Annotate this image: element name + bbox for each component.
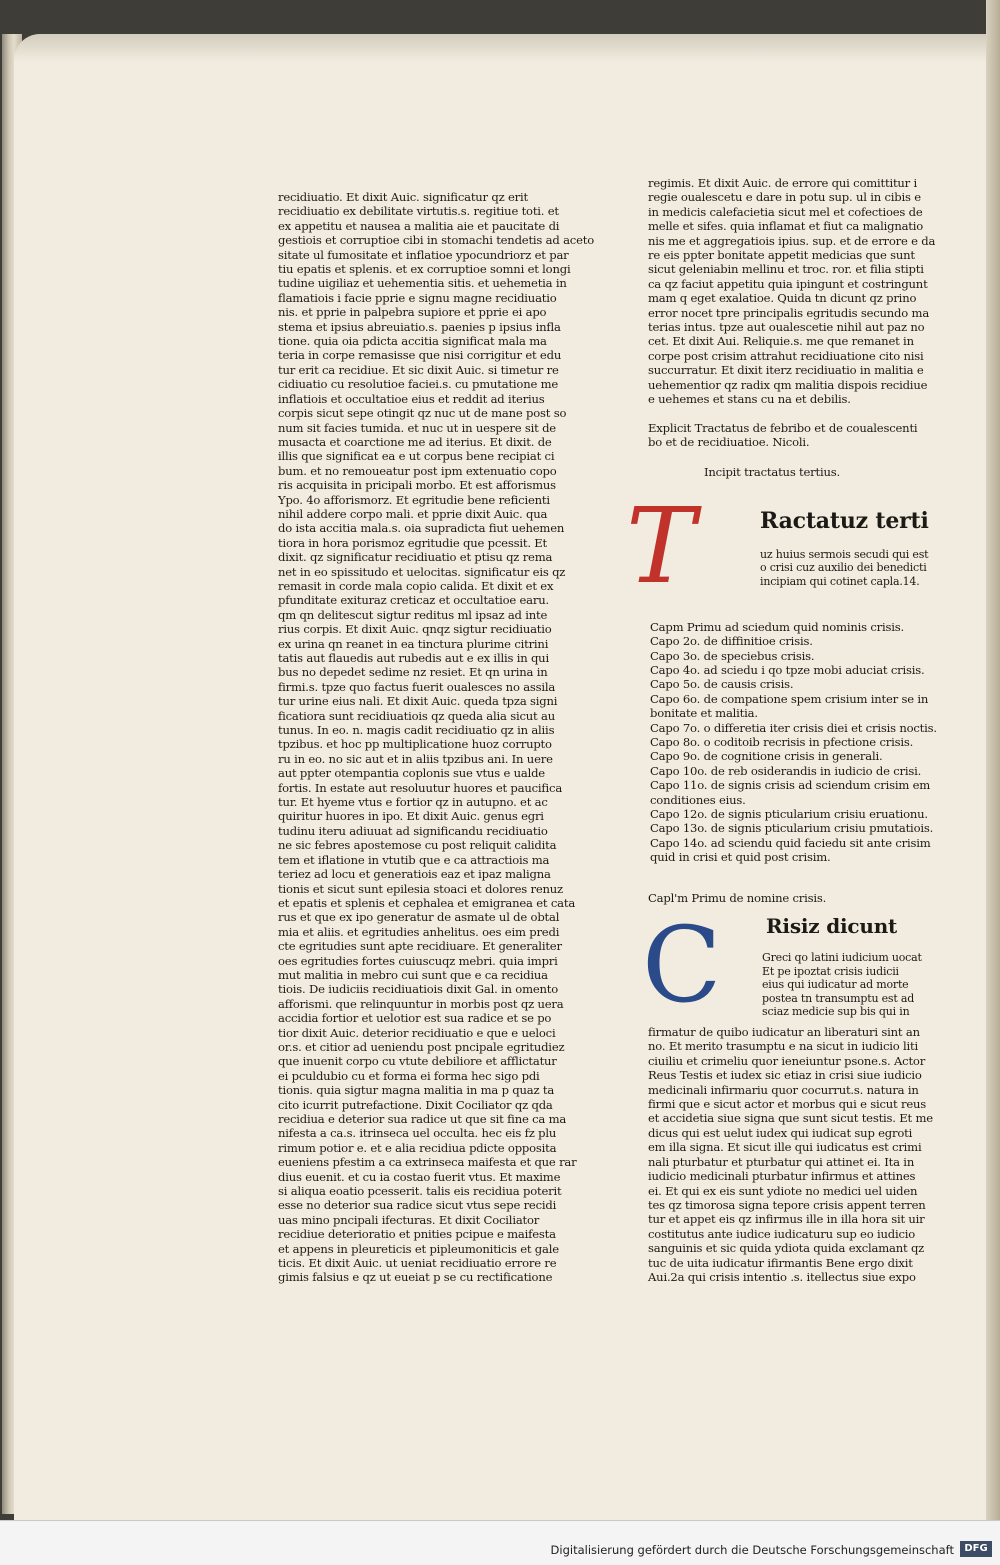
- right-column-body: [648, 176, 936, 407]
- text-line: remasit in corde mala copio calida. Et dixit et ex: [278, 578, 554, 593]
- text-line: tuc de uita iudicatur ifirmantis Bene ergo dixit: [648, 1255, 913, 1270]
- text-line: tiu epatis et splenis. et ex corruptioe somni et longi: [278, 262, 571, 277]
- dfg-logo: DFG: [960, 1541, 992, 1557]
- text-line: firmi que e sicut actor et morbus qui e sicut reus: [648, 1097, 926, 1112]
- text-line: musacta et coarctione me ad iterius. Et dixit. de: [278, 434, 552, 449]
- text-line: et epatis et splenis et cephalea et emigranea et cata: [278, 895, 576, 910]
- text-line: medicinali infirmariu quor cocurrut.s. natura in: [648, 1082, 919, 1097]
- text-line: sanguinis et sic quida ydiota quida exclamant qz: [648, 1241, 925, 1256]
- text-line: ris acquisita in pricipali morbo. Et est afforismus: [278, 478, 556, 493]
- text-line: tione. quia oia pdicta accitia significat mala ma: [278, 334, 547, 349]
- section-body: [648, 1025, 933, 1284]
- text-line: recidiua e deterior sua radice ut que sit fine ca ma: [278, 1112, 567, 1126]
- text-line: uas mino pncipali ifecturas. Et dixit Cociliator: [278, 1212, 540, 1227]
- text-line: ticis. Et dixit Auic. ut ueniat recidiuatio errore re: [278, 1256, 557, 1271]
- text-line: ne sic febres apostemose cu post reliquit calidita: [278, 838, 557, 853]
- section-title: Risiz dicunt: [766, 914, 898, 939]
- text-line: ei. Et qui ex eis sunt ydiote no medici uel uiden: [648, 1183, 918, 1198]
- text-line: teria in corpe remasisse que nisi corrigitur et edu: [278, 348, 562, 363]
- text-line: flamatiois i facie pprie e signu magne recidiuatio: [278, 290, 557, 305]
- text-line: eueniens pfestim a ca extrinseca maifesta et que rar: [278, 1155, 577, 1170]
- text-line: succurratur. Et dixit iterz recidiuatio in malitia e: [648, 363, 924, 378]
- text-line: tunus. In eo. n. magis cadit recidiuatio qz in aliis: [278, 723, 555, 738]
- text-line: tur. Et hyeme vtus e fortior qz in autupno. et ac: [278, 795, 548, 810]
- text-line: em illa signa. Et sicut ille qui iudicatus est crimi: [648, 1140, 922, 1155]
- text-line: tiois. De iudiciis recidiuatiois dixit Gal. in omento: [278, 982, 559, 997]
- toc-entry: Capo 10o. de reb osiderandis in iudicio de crisi.: [650, 763, 922, 778]
- intro-line: Et pe ipoztat crisis iudicii: [762, 964, 899, 978]
- text-line: tur erit ca recidiue. Et sic dixit Auic. si timetur re: [278, 362, 559, 377]
- text-line: tpzibus. et hoc pp multiplicatione huoz corrupto: [278, 737, 552, 752]
- text-line: ex appetitu et nausea a malitia aie et paucitate di: [278, 218, 560, 233]
- text-line: tem et iflatione in vtutib que e ca attractiois ma: [278, 852, 550, 867]
- toc-entry: Capo 6o. de compatione spem crisium inter se in: [650, 691, 929, 706]
- text-line: si aliqua eoatio pcesserit. talis eis recidiua poterit: [278, 1184, 562, 1199]
- text-line: et accidetia siue signa que sunt sicut testis. Et me: [648, 1111, 933, 1126]
- text-line: re eis ppter bonitate appetit medicias que sunt: [648, 248, 915, 263]
- text-line: teriez ad locu et generatiois eaz et ipaz maligna: [278, 867, 551, 882]
- text-line: error nocet tpre principalis egritudis secundo ma: [648, 305, 930, 320]
- text-line: ex urina qn reanet in ea tinctura plurime citrini: [278, 636, 549, 651]
- text-line: cet. Et dixit Aui. Reliquie.s. me que remanet in: [648, 334, 914, 349]
- text-line: cte egritudies sunt apte recidiuare. Et generaliter: [278, 939, 562, 954]
- toc-entry: bonitate et malitia.: [650, 706, 758, 721]
- toc-entry: Capo 12o. de signis pticularium crisiu eruationu.: [650, 807, 928, 821]
- toc-entry: Capo 14o. ad sciendu quid faciedu sit ante crisim: [650, 835, 931, 850]
- text-line: corpe post crisim attrahut recidiuatione cito nisi: [648, 348, 924, 363]
- text-line: num sit facies tumida. et nuc ut in uespere sit de: [278, 420, 556, 435]
- text-line: corpis sicut sepe otingit qz nuc ut de mane post so: [278, 406, 567, 421]
- intro-line: eius qui iudicatur ad morte: [762, 978, 909, 992]
- intro-line: postea tn transumptu est ad: [762, 991, 915, 1005]
- chapter-one-heading: Capl'm Primu de nomine crisis.: [648, 890, 827, 905]
- text-line: tionis. quia sigtur magna malitia in ma p quaz ta: [278, 1083, 555, 1098]
- text-line: in medicis calefacietia sicut mel et cofectioes de: [648, 204, 923, 219]
- chapter-heading-block: [626, 484, 929, 614]
- text-line: terias intus. tpze aut oualescetie nihil aut paz no: [648, 320, 925, 335]
- text-line: recidiuatio ex debilitate virtutis.s. regitiue toti. et: [278, 204, 559, 219]
- text-line: or.s. et citior ad ueniendu post pncipale egritudiez: [278, 1039, 565, 1054]
- section-heading-block: [642, 904, 922, 1027]
- intro-line: uz huius sermois secudi qui est: [760, 547, 929, 561]
- text-line: ficatiora sunt recidiuatiois qz queda alia sicut au: [278, 708, 555, 723]
- text-line: regie oualescetu e dare in potu sup. ul in cibis e: [648, 190, 921, 205]
- text-line: nifesta a ca.s. itrinseca uel occulta. hec eis fz plu: [278, 1126, 557, 1141]
- toc-entry: Capo 4o. ad sciedu i qo tpze mobi aduciat crisis.: [650, 662, 925, 677]
- text-line: dicus qui est uelut iudex qui iudicat sup egroti: [648, 1125, 913, 1140]
- text-line: Ypo. 4o afforismorz. Et egritudie bene reficienti: [278, 492, 550, 507]
- text-line: dius euenit. et cu ia costao fuerit vtus. Et maxime: [278, 1169, 561, 1184]
- toc-entry: Capo 9o. de cognitione crisis in generali.: [650, 749, 883, 764]
- binding-edge: [986, 0, 1000, 1520]
- text-line: gestiois et corruptioe cibi in stomachi tendetis ad aceto: [278, 233, 594, 248]
- text-line: illis que significat ea e ut corpus bene recipiat ci: [278, 449, 555, 464]
- intro-line: sciaz medicie sup bis qui in: [762, 1005, 910, 1019]
- toc-entry: Capm Primu ad sciedum quid nominis crisis.: [650, 619, 904, 634]
- text-line: mut malitia in mebro cui sunt que e ca recidiua: [278, 967, 548, 982]
- table-of-contents: [648, 619, 937, 865]
- text-line: Reus Testis et iudex sic etiaz in crisi siue iudicio: [648, 1068, 922, 1083]
- text-line: et appens in pleureticis et pipleumoniticis et gale: [278, 1241, 559, 1256]
- left-text-column: [278, 190, 594, 1285]
- text-line: ei pculdubio cu et forma ei forma hec sigo pdi: [278, 1068, 540, 1083]
- decorated-initial-t: T: [626, 484, 696, 607]
- toc-entry: Capo 11o. de signis crisis ad sciendum crisim em: [650, 778, 931, 793]
- text-line: sitate ul fumositate et inflatioe ypocundriorz et par: [278, 247, 569, 262]
- text-line: cidiuatio cu resolutioe faciei.s. cu pmutatione me: [278, 377, 559, 392]
- right-text-column: [626, 176, 937, 1284]
- toc-entry: Capo 2o. de diffinitioe crisis.: [650, 634, 813, 649]
- text-line: tior dixit Auic. deterior recidiuatio e que e ueloci: [278, 1025, 556, 1040]
- text-line: ca qz faciut appetitu quia ipingunt et costringunt: [648, 276, 928, 291]
- text-line: nis. et pprie in palpebra supiore et pprie ei apo: [278, 305, 547, 320]
- text-line: tudine uigiliaz et uehementia sitis. et uehemetia in: [278, 276, 567, 291]
- text-line: esse no deterior sua radice sicut vtus sepe recidi: [278, 1198, 557, 1213]
- text-line: gimis falsius e qz ut eueiat p se cu rectificatione: [278, 1270, 553, 1285]
- text-line: que inuenit corpo cu vtute debiliore et afflictatur: [278, 1054, 557, 1069]
- explicit-line: Explicit Tractatus de febribo et de coualescenti: [648, 420, 918, 435]
- chapter-intro: [760, 547, 929, 589]
- text-line: firmi.s. tpze quo factus fuerit oualesces no assila: [278, 679, 556, 694]
- toc-entry: Capo 7o. o differetia iter crisis diei et crisis noctis.: [650, 720, 937, 735]
- text-line: oes egritudies fortes cuiuscuqz mebri. quia impri: [278, 953, 558, 968]
- text-line: nali pturbatur et pturbatur qui attinet ei. Ita in: [648, 1154, 915, 1169]
- text-line: e uehemes et stans cu na et debilis.: [648, 392, 851, 407]
- text-line: fortis. In estate aut resoluutur huores et paucifica: [278, 780, 563, 795]
- text-line: quiritur huores in ipo. Et dixit Auic. genus egri: [278, 809, 544, 824]
- chapter-title: Ractatuz terti: [760, 507, 929, 534]
- text-line: net in eo spissitudo et uelocitas. significatur eis qz: [278, 564, 566, 579]
- text-line: recidiue deterioratio et pnities pcipue e maifesta: [278, 1227, 556, 1242]
- text-line: rimum potior e. et e alia recidiua pdicte opposita: [278, 1140, 557, 1155]
- text-line: no. Et merito trasumptu e na sicut in iudicio liti: [648, 1039, 918, 1054]
- section-intro: [762, 951, 922, 1019]
- text-line: qm qn delitescut sigtur reditus ml ipsaz ad inte: [278, 607, 548, 622]
- incipit-line: Incipit tractatus tertius.: [704, 465, 840, 480]
- text-line: ru in eo. no sic aut et in aliis tpzibus ani. In uere: [278, 751, 553, 766]
- text-line: iudicio medicinali pturbatur infirmus et attines: [648, 1169, 916, 1184]
- text-line: dixit. qz significatur recidiuatio et ptisu qz rema: [278, 550, 553, 565]
- text-line: tiora in hora porismoz egritudie que pcessit. Et: [278, 535, 548, 550]
- text-line: firmatur de quibo iudicatur an liberaturi sint an: [648, 1025, 920, 1040]
- text-line: nihil addere corpo mali. et pprie dixit Auic. qua: [278, 506, 548, 521]
- toc-entry: Capo 8o. o coditoib recrisis in pfectione crisis.: [650, 734, 914, 749]
- toc-entry: Capo 3o. de speciebus crisis.: [650, 648, 815, 663]
- text-line: tionis et sicut sunt epilesia stoaci et dolores renuz: [278, 881, 563, 896]
- text-line: bum. et no remoueatur post ipm extenuatio copo: [278, 463, 557, 478]
- toc-entry: conditiones eius.: [650, 792, 746, 807]
- text-line: tudinu iteru adiuuat ad significandu recidiuatio: [278, 823, 548, 838]
- text-line: mia et aliis. et egritudies anhelitus. oes eim predi: [278, 924, 560, 939]
- text-line: melle et sifes. quia inflamat et fiut ca malignatio: [648, 219, 924, 234]
- text-line: regimis. Et dixit Auic. de errore qui comittitur i: [648, 176, 918, 190]
- text-line: pfunditate exituraz creticaz et occultatioe earu.: [278, 593, 549, 608]
- funding-notice: Digitalisierung gefördert durch die Deutsche Forschungsgemeinschaft: [550, 1543, 954, 1557]
- text-line: tur et appet eis qz infirmus ille in illa hora sit uir: [648, 1212, 925, 1227]
- decorated-initial-c: C: [642, 904, 722, 1027]
- text-line: tes qz timorosa signa tepore crisis appent terren: [648, 1197, 926, 1212]
- toc-entry: Capo 5o. de causis crisis.: [650, 677, 794, 692]
- text-line: afforismi. que relinquuntur in morbis post qz uera: [278, 996, 564, 1011]
- text-line: Aui.2a qui crisis intentio .s. itellectus siue expo: [648, 1269, 916, 1284]
- text-line: bus no depedet sedime nz resiet. Et qn urina in: [278, 665, 548, 680]
- text-line: costitutus ante iudice iudicaturu sup eo iudicio: [648, 1226, 916, 1241]
- text-line: cito icurrit putrefactione. Dixit Cociliator qz qda: [278, 1097, 553, 1112]
- text-line: rius corpis. Et dixit Auic. qnqz sigtur recidiuatio: [278, 622, 552, 637]
- text-line: ciuiliu et crimeliu quor ieneiuntur psone.s. Actor: [648, 1053, 926, 1068]
- text-line: tur urine eius nali. Et dixit Auic. queda tpza signi: [278, 694, 558, 709]
- text-line: do ista accitia mala.s. oia supradicta fiut uehemen: [278, 521, 565, 536]
- text-line: inflatiois et occultatioe eius et reddit ad iterius: [278, 391, 545, 406]
- text-line: uehementior qz radix qm malitia dispois recidiue: [648, 377, 928, 392]
- text-line: sicut geleniabin mellinu et troc. ror. et filia stipti: [648, 262, 924, 277]
- page-shadow: [14, 34, 994, 62]
- text-line: mam q eget exalatioe. Quida tn dicunt qz prino: [648, 291, 917, 306]
- text-line: nis me et aggregatiois ipius. sup. et de errore e da: [648, 233, 936, 248]
- toc-entry: Capo 13o. de signis pticularium crisiu pmutatiois.: [650, 821, 934, 836]
- text-line: tatis aut flauedis aut rubedis aut e ex illis in qui: [278, 651, 549, 665]
- text-line: aut ppter otempantia coplonis sue vtus e ualde: [278, 766, 545, 781]
- text-line: rus et que ex ipo generatur de asmate ul de obtal: [278, 910, 560, 925]
- explicit-line: bo et de recidiuatioe. Nicoli.: [648, 434, 810, 449]
- text-line: stema et ipsius abreuiatio.s. paenies p ipsius infla: [278, 319, 561, 334]
- text-line: recidiuatio. Et dixit Auic. significatur qz erit: [278, 190, 528, 204]
- intro-line: Greci qo latini iudicium uocat: [762, 951, 922, 965]
- toc-entry: quid in crisi et quid post crisim.: [650, 850, 831, 865]
- explicit-colophon: [648, 420, 918, 450]
- intro-line: incipiam qui cotinet capla.14.: [760, 574, 920, 588]
- footer-bar: [0, 1520, 1000, 1565]
- intro-line: o crisi cuz auxilio dei benedicti: [760, 561, 927, 575]
- text-line: accidia fortior et uelotior est sua radice et se po: [278, 1011, 552, 1026]
